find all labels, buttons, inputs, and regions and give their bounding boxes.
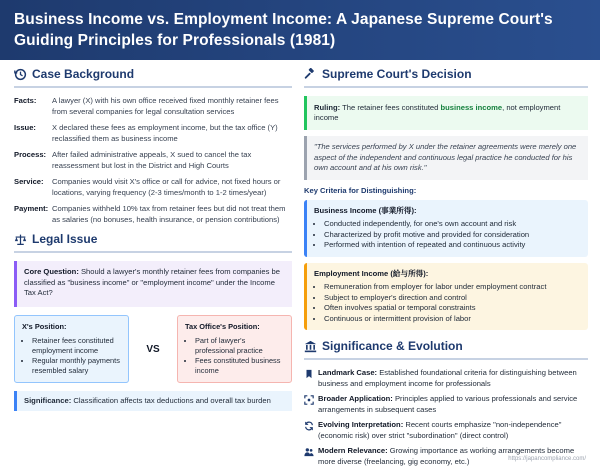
list-item: • Performed with intention of repeated and continuous activity	[324, 240, 581, 251]
background-row: Facts: A lawyer (X) with his own office received fixed monthly retainer fees from several companies for legal consultation services	[14, 96, 279, 116]
people-icon	[304, 447, 314, 457]
source-url[interactable]: https://japancompliance.com/	[508, 456, 586, 462]
legal-issue-heading: Legal Issue	[14, 231, 292, 253]
vs-label: VS	[146, 343, 160, 355]
x-position-card: X's Position: • Retainer fees constituted employment income • Regular monthly payments resembled salary	[14, 315, 129, 383]
decision-heading: Supreme Court's Decision	[304, 66, 588, 88]
list-item: • Continuous or intermittent provision of labor	[324, 314, 581, 325]
background-row: Payment: Companies withheld 10% tax from retainer fees but did not treat them as salaries (no bonuses, health insurance, or pension contributions)	[14, 204, 286, 224]
evolution-item: Landmark Case: Established foundational criteria for distinguishing between business and employment income for professionals	[304, 368, 588, 389]
list-item: • Fees constituted business income	[195, 356, 284, 376]
list-item: • Characterized by profit motive and provided for consideration	[324, 230, 581, 241]
evolution-item: Broader Application: Principles applied to various professionals and service arrangements in subsequent cases	[304, 394, 588, 415]
background-list	[14, 96, 292, 225]
core-question: Core Question: Should a lawyer's monthly retainer fees from companies be classified as "business income" or "employment income" under the Income Tax Act?	[14, 261, 292, 307]
scale-icon	[14, 233, 27, 246]
list-item: • Subject to employer's direction and control	[324, 293, 581, 304]
list-item: • Part of lawyer's professional practice	[195, 336, 284, 356]
list-item: • Often involves spatial or temporal constraints	[324, 303, 581, 314]
list-item: • Retainer fees constituted employment income	[32, 336, 121, 356]
background-row: Service: Companies would visit X's office or call for advice, not fixed hours or locations, varying frequency (2-3 times/month to 1-2 times/year)	[14, 177, 281, 197]
case-background-heading: Case Background	[14, 66, 292, 88]
expand-icon	[304, 395, 314, 405]
history-icon	[14, 68, 27, 81]
court-quote: "The services performed by X under the retainer agreements were merely one aspect of the independent and continuous legal practice he conducted for his own account and at his own risk."	[304, 136, 588, 180]
positions	[14, 315, 292, 383]
evolution-item: Evolving Interpretation: Recent courts emphasize "non-independence" (economic risk) over strict "subordination" (direct control)	[304, 420, 588, 441]
background-row: Issue: X declared these fees as employment income, but the tax office (Y) reclassified them as business income	[14, 123, 278, 143]
evolution-item: Modern Relevance: Growing importance as working arrangements become more diverse (freelancing, gig economy, etc.)	[304, 446, 588, 466]
institution-icon	[304, 340, 317, 353]
gavel-icon	[304, 68, 317, 81]
list-item: • Conducted independently, for one's own account and risk	[324, 219, 581, 230]
tax-office-position-card: Tax Office's Position: • Part of lawyer's professional practice • Fees constituted business income	[177, 315, 292, 383]
background-row: Process: After failed administrative appeals, X sued to cancel the tax reassessment but lost in the District and High Courts	[14, 150, 252, 170]
significance-note: Significance: Classification affects tax deductions and overall tax burden	[14, 391, 292, 411]
refresh-icon	[304, 421, 314, 431]
employment-income-box: Employment Income (給与所得): • Remuneration from employer for labor under employment contract • Subject to employer's direction and control • Often involves spatial or temporal constraints • Continuous or intermittent provision of labor	[304, 263, 588, 331]
left-column	[14, 66, 292, 411]
bookmark-icon	[304, 369, 314, 379]
list-item: • Regular monthly payments resembled salary	[32, 356, 121, 376]
business-income-box: Business Income (事業所得): • Conducted independently, for one's own account and risk • Characterized by profit motive and provided for consideration • Performed with intention of repeated and continuous activity	[304, 200, 588, 257]
page-title: Business Income vs. Employment Income: A Japanese Supreme Court's Guiding Principles for Professionals (1981)	[14, 11, 553, 49]
criteria-title: Key Criteria for Distinguishing:	[304, 185, 417, 195]
right-column	[304, 66, 588, 466]
list-item: • Remuneration from employer for labor under employment contract	[324, 282, 581, 293]
ruling-box: Ruling: The retainer fees constituted business income, not employment income	[304, 96, 588, 130]
evolution-heading: Significance & Evolution	[304, 338, 588, 360]
page-header	[0, 0, 600, 60]
